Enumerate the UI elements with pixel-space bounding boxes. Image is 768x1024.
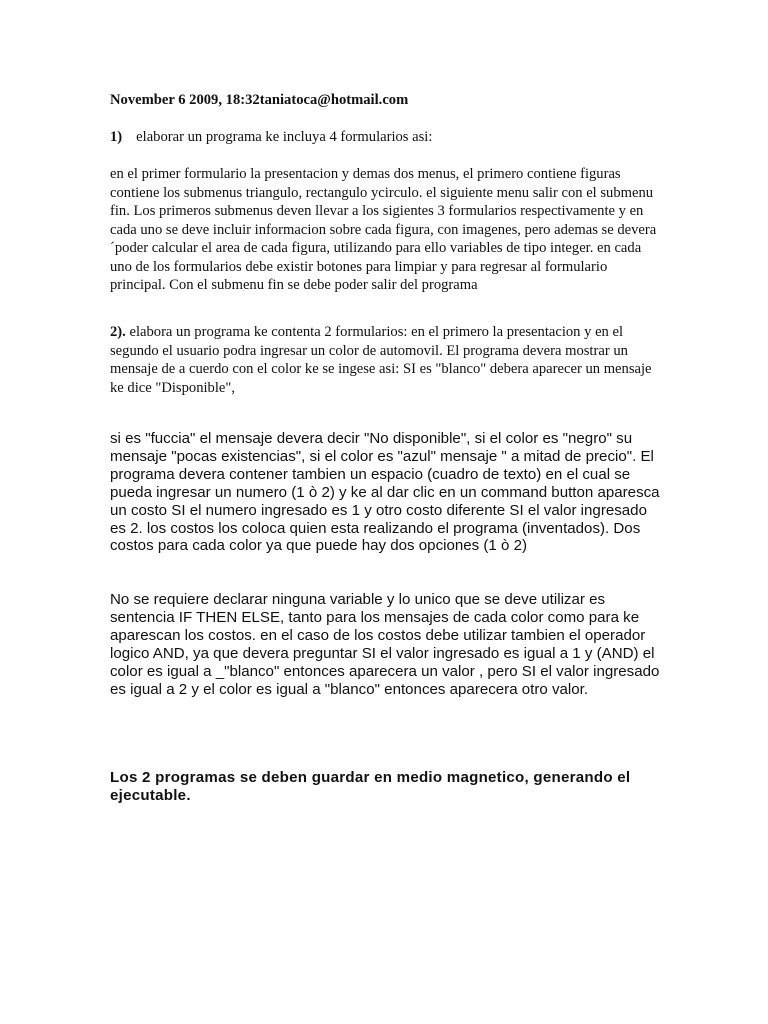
header-date: November 6 2009, 18:32 [110, 92, 260, 108]
item-2-text: elabora un programa ke contenta 2 formularios: en el primero la presentacion y en el segundo el usuario podra ingresar un color de automovil. El programa devera mostrar un mensaje de a cuerdo con el color ke se ingese asi: SI es "blanco" debera aparecer un mensaje ke dice "Disponible", [110, 324, 652, 396]
item-2 [110, 323, 666, 397]
document-header [110, 91, 666, 110]
item-1-title: elaborar un programa ke incluya 4 formularios asi: [136, 129, 433, 145]
paragraph-1: en el primer formulario la presentacion y demas dos menus, el primero contiene figuras contiene los submenus triangulo, rectangulo ycirculo. el siguiente menu salir con el submenu fin. Los primeros submenus deven llevar a los sigientes 3 formularios respectivamente y en cada uno se deve incluir informacion sobre cada figura, con imagenes, pero ademas se devera ´poder calcular el area de cada figura, utilizando para ello variables de tipo integer. en cada uno de los formularios debe existir botones para limpiar y para regresar al formulario principal. Con el submenu fin se debe poder salir del programa [110, 166, 657, 293]
item-1-number: 1) [110, 129, 123, 145]
closing-note: Los 2 programas se deben guardar en medio magnetico, generando el ejecutable. [110, 769, 631, 804]
header-email: taniatoca@hotmail.com [259, 92, 409, 108]
paragraph-3: No se requiere declarar ninguna variable y lo unico que se deve utilizar es sentencia IF THEN ELSE, tanto para los mensajes de cada color como para ke aparescan los costos. en el caso de los costos debe utilizar tambien el operador logico AND, ya que devera preguntar SI el valor ingresado es igual a 1 y (AND) el color es igual a _"blanco" entonces aparecera un valor , pero SI el valor ingresado es igual a 2 y el color es igual a "blanco" entonces aparecera otro valor. [110, 591, 660, 698]
item-1 [110, 128, 666, 147]
item-2-number: 2). [110, 324, 126, 340]
paragraph-2: si es "fuccia" el mensaje devera decir "No disponible", si el color es "negro" su mensaje "pocas existencias", si el color es "azul" mensaje " a mitad de precio". El programa devera contener tambien un espacio (cuadro de texto) en el cual se pueda ingresar un numero (1 ò 2) y ke al dar clic en un command button aparesca un costo SI el numero ingresado es 1 y otro costo diferente SI el valor ingresado es 2. los costos los coloca quien esta realizando el programa (inventados). Dos costos para cada color ya que puede hay dos opciones (1 ò 2) [110, 430, 660, 555]
